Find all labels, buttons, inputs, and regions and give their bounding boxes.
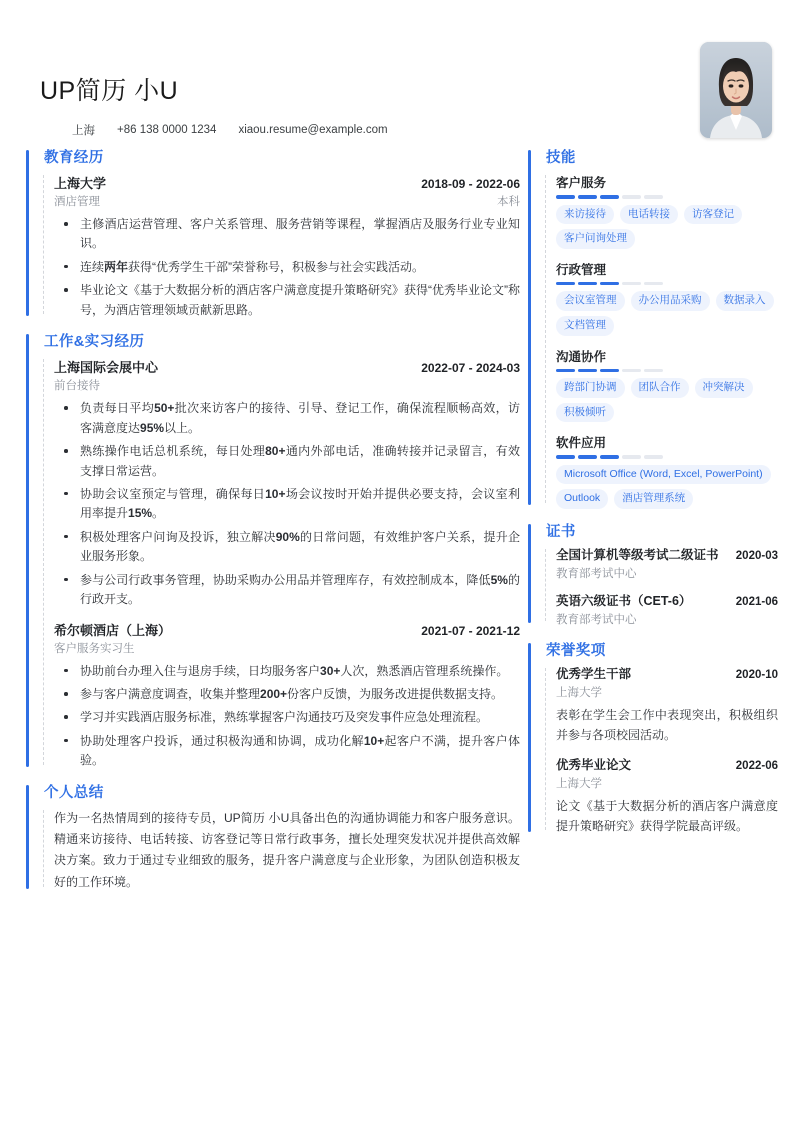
entry-bullet-list <box>54 662 520 771</box>
entry-bullet-list <box>54 399 520 609</box>
list-item-organization: 上海大学 <box>556 777 602 790</box>
list-item-organization: 教育部考试中心 <box>556 568 637 580</box>
section-work <box>26 330 520 771</box>
entry-organization: 上海大学 <box>54 176 107 191</box>
experience-entry <box>54 357 520 609</box>
entry-date: 2018-09 - 2022-06 <box>421 177 520 191</box>
skill-tag: 冲突解决 <box>695 378 753 398</box>
experience-entry <box>54 620 520 771</box>
skill-level-segment <box>622 455 641 459</box>
list-item-header <box>556 666 778 683</box>
skill-level-segment <box>578 455 597 459</box>
list-item-header <box>556 593 778 610</box>
skill-group <box>556 347 778 423</box>
skill-level-segment <box>578 195 597 199</box>
entry-bullet: 参与公司行政事务管理，协助采购办公用品并管理库存，有效控制成本，降低5%的行政开支。 <box>54 571 520 610</box>
entry-bullet: 学习并实践酒店服务标准，熟练掌握客户沟通技巧及突发事件应急处理流程。 <box>54 708 520 727</box>
skill-tag: Microsoft Office (Word, Excel, PowerPoint) <box>556 465 771 485</box>
award-items <box>542 666 778 836</box>
entry-role: 酒店管理 <box>54 196 100 208</box>
entry-subheader <box>54 640 520 656</box>
entry-date: 2021-07 - 2021-12 <box>421 623 520 638</box>
skill-level-segment <box>600 369 619 373</box>
resume-body <box>0 146 800 895</box>
section-skills <box>528 146 778 509</box>
section-title-summary: 个人总结 <box>44 784 104 801</box>
list-item-header <box>556 757 778 774</box>
skill-level-segment <box>600 195 619 199</box>
list-item-title: 全国计算机等级考试二级证书 <box>556 548 719 563</box>
entry-organization: 希尔顿酒店（上海） <box>54 622 172 638</box>
skill-level-meter <box>556 369 778 373</box>
list-item-date: 2021-06 <box>735 596 778 608</box>
right-column <box>528 146 778 848</box>
list-item-title: 优秀学生干部 <box>556 666 632 681</box>
entry-bullet: 毕业论文《基于大数据分析的酒店客户满意度提升策略研究》获得“优秀毕业论文”称号，为酒店管理领域贡献新思路。 <box>54 281 520 320</box>
section-title-skills: 技能 <box>546 150 576 166</box>
entry-bullet: 主修酒店运营管理、客户关系管理、服务营销等课程，掌握酒店及服务行业专业知识。 <box>54 215 520 254</box>
section-certificates <box>528 520 778 627</box>
entry-subheader <box>54 377 520 393</box>
skill-tag: 电话转接 <box>620 205 678 225</box>
list-item-date: 2020-10 <box>735 668 778 681</box>
entry-bullet: 负责每日平均50+批次来访客户的接待、引导、登记工作，确保流程顺畅高效，访客满意度达95%以上。 <box>54 399 520 438</box>
contact-phone: +86 138 0000 1234 <box>117 123 217 136</box>
contact-location: 上海 <box>72 124 95 137</box>
entry-role: 前台接待 <box>54 380 100 393</box>
skill-level-segment <box>644 282 663 286</box>
skill-tag: 来访接待 <box>556 205 614 225</box>
list-item-description: 表彰在学生会工作中表现突出，积极组织并参与各项校园活动。 <box>556 707 778 742</box>
experience-entry <box>54 173 520 320</box>
skill-group-name: 行政管理 <box>556 262 607 277</box>
skill-tag: 数据录入 <box>716 291 774 311</box>
entry-bullet: 连续两年获得“优秀学生干部”荣誉称号，积极参与社会实践活动。 <box>54 258 520 277</box>
contact-line <box>72 106 768 138</box>
skill-tag: 客户问询处理 <box>556 229 635 249</box>
section-title-certificates: 证书 <box>546 524 576 541</box>
skill-tag: 访客登记 <box>684 205 742 225</box>
skill-group-name: 软件应用 <box>556 436 607 451</box>
skill-tag-list <box>556 205 778 249</box>
skill-level-meter <box>556 195 778 199</box>
resume-header <box>0 0 800 146</box>
list-item-title: 英语六级证书（CET-6） <box>556 594 692 608</box>
section-title-awards: 荣誉奖项 <box>546 642 606 659</box>
entry-bullet: 熟练操作电话总机系统，每日处理80+通内外部电话，准确转接并记录留言，有效支撑日常运营。 <box>54 442 520 481</box>
section-title-work: 工作&实习经历 <box>44 334 145 351</box>
list-item-header <box>556 547 778 564</box>
summary-text: 作为一名热情周到的接待专员，UP简历 小U具备出色的沟通协调能力和客户服务意识。精通来访接待、电话转接、访客登记等日常行政事务，擅长处理突发状况并提供高效解决方案。致力于通过专业细致的服务，提升客户满意度与企业形象，为团队创造积极友好的工作环境。 <box>54 810 520 889</box>
entry-bullet-list <box>54 215 520 320</box>
skill-tag-list <box>556 291 778 335</box>
entry-bullet: 积极处理客户问询及投诉，独立解决90%的日常问题，有效维护客户关系，提升企业服务形象。 <box>54 528 520 567</box>
entry-subheader <box>54 193 520 209</box>
portrait-photo-icon <box>700 42 772 138</box>
skill-tag: Outlook <box>556 489 608 509</box>
entry-bullet: 参与客户满意度调查，收集并整理200+份客户反馈，为服务改进提供数据支持。 <box>54 685 520 704</box>
skill-level-segment <box>600 455 619 459</box>
skill-level-segment <box>622 195 641 199</box>
list-item <box>556 757 778 836</box>
skill-level-meter <box>556 282 778 286</box>
skill-level-segment <box>556 369 575 373</box>
skill-tag: 办公用品采购 <box>631 291 710 311</box>
entry-degree: 本科 <box>497 196 520 208</box>
page-title: UP简历 小U <box>40 77 179 105</box>
skill-group <box>556 433 778 509</box>
skill-level-segment <box>556 195 575 199</box>
skill-group-name: 客户服务 <box>556 176 607 190</box>
skill-level-segment <box>644 455 663 459</box>
list-item-organization: 上海大学 <box>556 686 602 699</box>
avatar <box>700 42 772 138</box>
skill-tag: 酒店管理系统 <box>614 489 693 509</box>
skill-tag: 文档管理 <box>556 316 614 336</box>
work-entries <box>40 357 520 771</box>
list-item-date: 2022-06 <box>735 760 778 773</box>
entry-date: 2022-07 - 2024-03 <box>421 361 520 376</box>
skill-group-name: 沟通协作 <box>556 349 607 364</box>
summary-body <box>40 808 520 893</box>
section-title-education: 教育经历 <box>44 150 104 166</box>
section-summary <box>26 781 520 893</box>
entry-header <box>54 357 520 376</box>
skill-tag: 团队合作 <box>631 378 689 398</box>
skill-level-segment <box>578 282 597 286</box>
entry-bullet: 协助会议室预定与管理，确保每日10+场会议按时开始并提供必要支持，会议室利用率提升15%。 <box>54 485 520 524</box>
skill-level-segment <box>600 282 619 286</box>
skill-level-segment <box>578 369 597 373</box>
skill-tag-list <box>556 465 778 509</box>
list-item-title: 优秀毕业论文 <box>556 758 632 773</box>
left-column <box>26 146 520 895</box>
entry-organization: 上海国际会展中心 <box>54 360 159 376</box>
skill-groups <box>542 173 778 509</box>
entry-bullet: 协助前台办理入住与退房手续，日均服务客户30+人次，熟悉酒店管理系统操作。 <box>54 662 520 681</box>
list-item <box>556 593 778 627</box>
skill-level-segment <box>622 369 641 373</box>
entry-header <box>54 620 520 639</box>
entry-header <box>54 173 520 192</box>
skill-tag-list <box>556 378 778 422</box>
section-education <box>26 146 520 320</box>
skill-level-segment <box>644 195 663 199</box>
skill-tag: 会议室管理 <box>556 291 625 311</box>
list-item-organization: 教育部考试中心 <box>556 613 637 626</box>
list-item-description: 论文《基于大数据分析的酒店客户满意度提升策略研究》获得学院最高评级。 <box>556 798 778 834</box>
entry-bullet: 协助处理客户投诉，通过积极沟通和协调，成功化解10+起客户不满，提升客户体验。 <box>54 732 520 771</box>
skill-level-meter <box>556 455 778 459</box>
skill-group <box>556 173 778 249</box>
skill-level-segment <box>556 455 575 459</box>
certificate-items <box>542 547 778 627</box>
list-item <box>556 666 778 745</box>
skill-level-segment <box>622 282 641 286</box>
education-entries <box>40 173 520 320</box>
entry-role: 客户服务实习生 <box>54 642 135 655</box>
list-item-date: 2020-03 <box>735 550 778 563</box>
skill-tag: 积极倾听 <box>556 403 614 423</box>
section-awards <box>528 639 778 836</box>
skill-group <box>556 260 778 336</box>
skill-level-segment <box>556 282 575 286</box>
skill-level-segment <box>644 369 663 373</box>
skill-tag: 跨部门协调 <box>556 378 625 398</box>
contact-email: xiaou.resume@example.com <box>238 123 388 136</box>
list-item <box>556 547 778 581</box>
